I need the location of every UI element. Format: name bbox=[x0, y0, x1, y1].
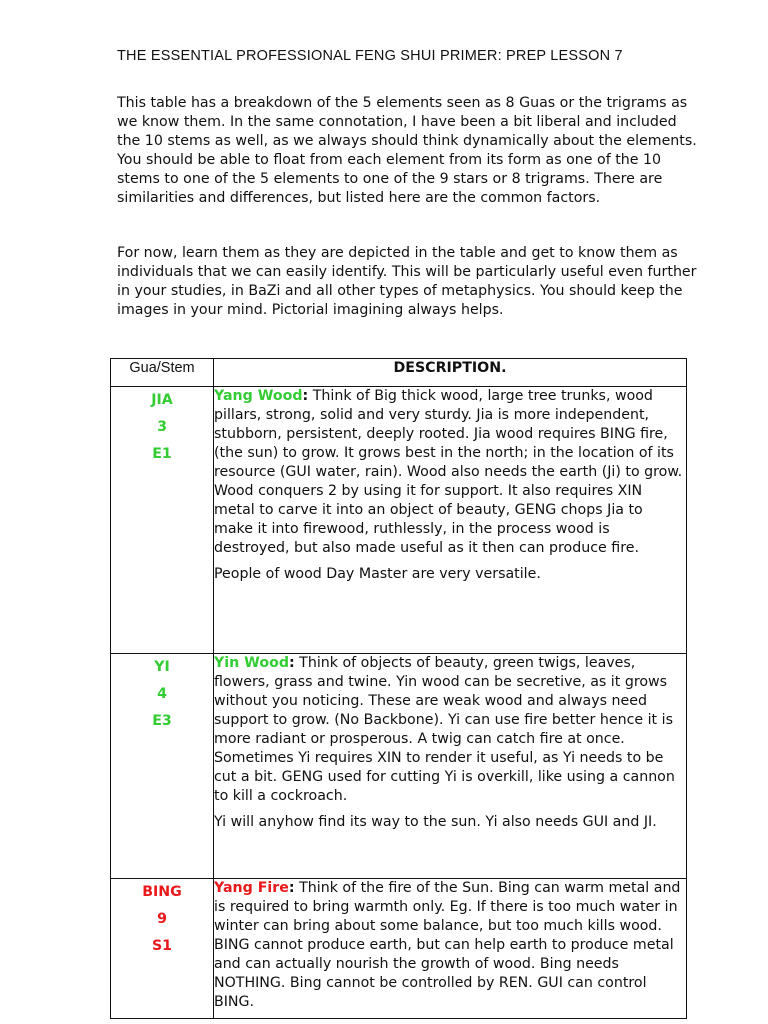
intro-paragraph-1: This table has a breakdown of the 5 elements seen as 8 Guas or the trigrams as we know them. In the same connotation, I have been a bit liberal and included the 10 stems as well, as we always should think dynamically about the elements. You should be able to float from each element from its form as one of the 10 stems to one of the 5 elements to one of the 9 stars or 8 trigrams. There are similarities and differences, but listed here are the common factors. bbox=[117, 95, 697, 206]
description-body: Think of the fire of the Sun. Bing can warm metal and is required to bring warmth only. Eg. If there is too much water in winter can bring about some balance, but too much kills wood. BING cannot produce earth, but can help earth to produce metal and can actually nourish the growth of wood. Bing needs NOTHING. Bing cannot be controlled by REN. GUI can control BING. bbox=[214, 880, 681, 1010]
stem-code: S1 bbox=[151, 938, 173, 954]
stem-name: BING bbox=[142, 884, 182, 900]
description-cell bbox=[214, 387, 687, 654]
element-label: Yang Wood bbox=[214, 388, 303, 404]
intro-paragraph-2: For now, learn them as they are depicted in the table and get to know them as individuals that we can easily identify. This will be particularly useful even further in your studies, in BaZi and all other types of metaphysics. You should keep the images in your mind. Pictorial imagining always helps. bbox=[117, 245, 697, 318]
table-row bbox=[111, 654, 687, 879]
stem-cell bbox=[111, 654, 214, 879]
stem-number: 3 bbox=[157, 419, 167, 435]
stem-code: E1 bbox=[152, 446, 172, 462]
document-heading: THE ESSENTIAL PROFESSIONAL FENG SHUI PRIMER: PREP LESSON 7 bbox=[117, 48, 623, 64]
description-note: People of wood Day Master are very versatile. bbox=[214, 566, 541, 582]
stem-cell bbox=[111, 879, 214, 1019]
description-body: Think of Big thick wood, large tree trunks, wood pillars, strong, solid and very sturdy. Jia is more independent, stubborn, persistent, deeply rooted. Jia wood requires BING fire, (the sun) to grow. It grows best in the north; in the location of its resource (GUI water, rain). Wood also needs the earth (Ji) to grow. Wood conquers 2 by using it for support. It also requires XIN metal to carve it into an object of beauty, GENG chops Jia to make it into firewood, ruthlessly, in the process wood is destroyed, but also made useful as it then can produce fire. bbox=[214, 388, 683, 556]
header-gua-stem: Gua/Stem bbox=[111, 359, 214, 387]
description-text: Yang Fire: Think of the fire of the Sun. Bing can warm metal and is required to bring warmth only. Eg. If there is too much water in winter can bring about some balance, but too much kills wood. BING cannot produce earth, but can help earth to produce metal and can actually nourish the growth of wood. Bing needs NOTHING. Bing cannot be controlled by REN. GUI can control BING. bbox=[214, 880, 681, 1010]
description-cell bbox=[214, 654, 687, 879]
stem-number: 9 bbox=[157, 911, 167, 927]
description-note: Yi will anyhow find its way to the sun. Yi also needs GUI and JI. bbox=[214, 814, 657, 830]
element-label: Yin Wood bbox=[214, 655, 289, 671]
stem-name: JIA bbox=[151, 392, 173, 408]
stem-number: 4 bbox=[157, 686, 167, 702]
element-label: Yang Fire bbox=[214, 880, 289, 896]
stem-code: E3 bbox=[152, 713, 172, 729]
description-body: Think of objects of beauty, green twigs, leaves, flowers, grass and twine. Yin wood can be secretive, as it grows without you noticing. These are weak wood and always need support to grow. (No Backbone). Yi can use fire better hence it is more radiant or prosperous. A twig can catch fire at once. Sometimes Yi requires XIN to render it useful, as Yi needs to be cut a bit. GENG used for cutting Yi is overkill, like using a cannon to kill a cockroach. bbox=[214, 655, 675, 804]
header-description: DESCRIPTION. bbox=[214, 359, 687, 387]
table-header-row bbox=[111, 359, 687, 387]
table-row bbox=[111, 387, 687, 654]
stem-cell bbox=[111, 387, 214, 654]
table-row bbox=[111, 879, 687, 1019]
gua-stem-table bbox=[110, 358, 687, 1019]
stem-name: YI bbox=[154, 659, 170, 675]
description-cell bbox=[214, 879, 687, 1019]
description-text: Yang Wood: Think of Big thick wood, large tree trunks, wood pillars, strong, solid and very sturdy. Jia is more independent, stubborn, persistent, deeply rooted. Jia wood requires BING fire, (the sun) to grow. It grows best in the north; in the location of its resource (GUI water, rain). Wood also needs the earth (Ji) to grow. Wood conquers 2 by using it for support. It also requires XIN metal to carve it into an object of beauty, GENG chops Jia to make it into firewood, ruthlessly, in the process wood is destroyed, but also made useful as it then can produce fire. bbox=[214, 388, 683, 556]
description-text: Yin Wood: Think of objects of beauty, green twigs, leaves, flowers, grass and twine. Yin wood can be secretive, as it grows without you noticing. These are weak wood and always need support to grow. (No Backbone). Yi can use fire better hence it is more radiant or prosperous. A twig can catch fire at once. Sometimes Yi requires XIN to render it useful, as Yi needs to be cut a bit. GENG used for cutting Yi is overkill, like using a cannon to kill a cockroach. bbox=[214, 655, 675, 804]
